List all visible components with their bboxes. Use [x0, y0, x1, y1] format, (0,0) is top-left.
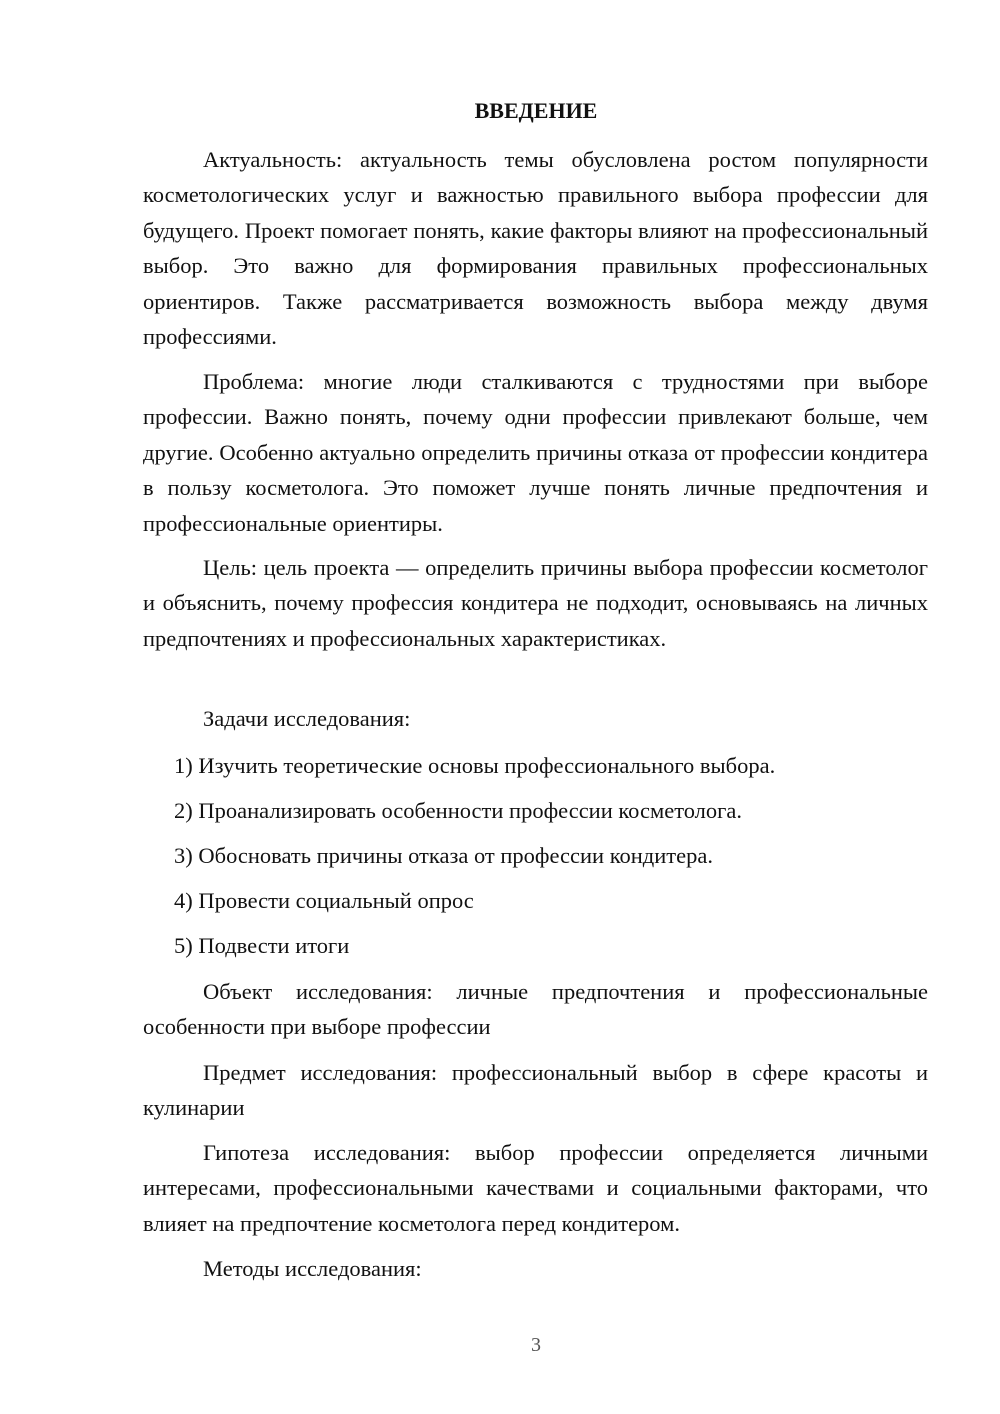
- task-item-3: 3) Обосновать причины отказа от профессии кондитера.: [174, 843, 713, 868]
- page-title: ВВЕДЕНИЕ: [474, 98, 598, 123]
- problem-paragraph: Проблема: многие люди сталкиваются с трудностями при выборе профессии. Важно понять, почему одни профессии привлекают больше, чем другие. Особенно актуально определить причины отказа от профессии кондитера в пользу косметолога. Это поможет лучше понять личные предпочтения и профессиональные ориентиры.: [143, 369, 928, 536]
- object-paragraph: Объект исследования: личные предпочтения и профессиональные особенности при выборе профессии: [143, 979, 928, 1040]
- task-item-2: 2) Проанализировать особенности профессии косметолога.: [174, 798, 743, 823]
- task-item-1: 1) Изучить теоретические основы профессионального выбора.: [174, 753, 776, 778]
- relevance-paragraph: Актуальность: актуальность темы обусловлена ростом популярности косметологических услуг и важностью правильного выбора профессии для будущего. Проект помогает понять, какие факторы влияют на профессиональный выбор. Это важно для формирования правильных профессиональных ориентиров. Также рассматривается возможность выбора между двумя профессиями.: [143, 147, 928, 350]
- subject-paragraph: Предмет исследования: профессиональный выбор в сфере красоты и кулинарии: [143, 1060, 928, 1121]
- page-number: 3: [531, 1334, 541, 1356]
- goal-paragraph: Цель: цель проекта — определить причины выбора профессии косметолог и объяснить, почему профессия кондитера не подходит, основываясь на личных предпочтениях и профессиональных характеристиках.: [143, 555, 928, 651]
- tasks-title: Задачи исследования:: [203, 706, 411, 731]
- task-item-4: 4) Провести социальный опрос: [174, 888, 474, 913]
- task-item-5: 5) Подвести итоги: [174, 933, 350, 958]
- methods-title: Методы исследования:: [203, 1256, 422, 1281]
- hypothesis-paragraph: Гипотеза исследования: выбор профессии определяется личными интересами, профессиональными качествами и социальными факторами, что влияет на предпочтение косметолога перед кондитером.: [143, 1140, 928, 1236]
